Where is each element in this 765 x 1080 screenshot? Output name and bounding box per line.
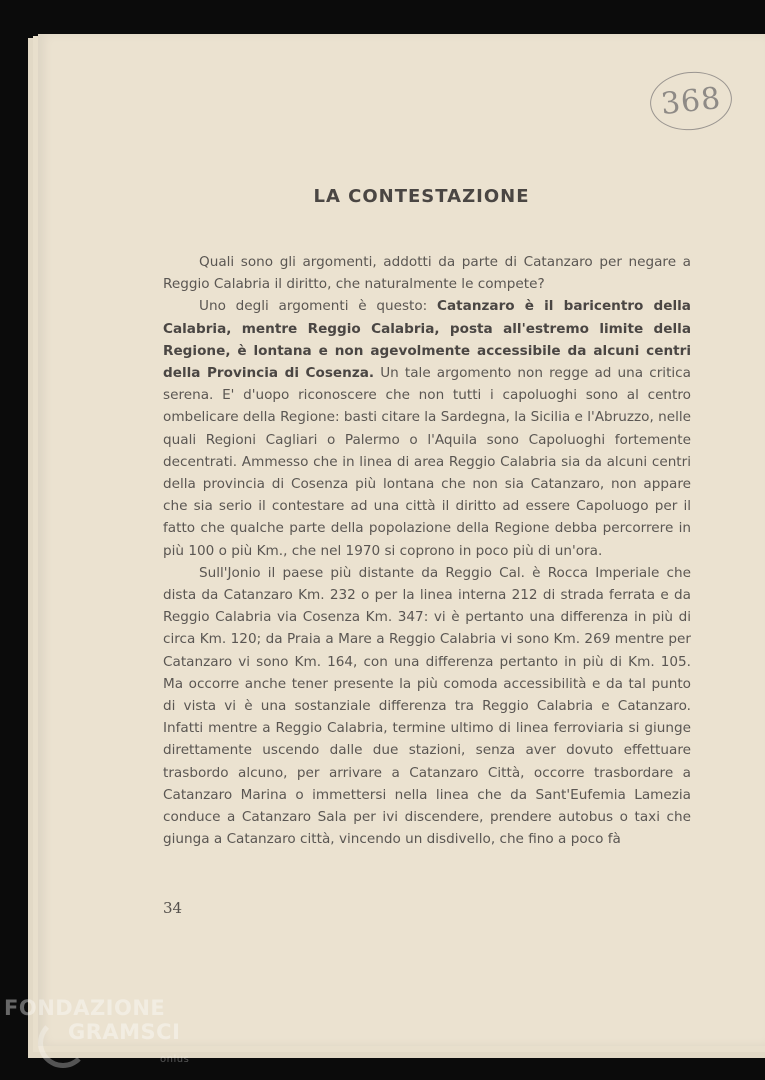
watermark-suffix: onlus <box>160 1054 190 1065</box>
paragraph-2 <box>163 295 691 561</box>
handwritten-folio-number: 368 <box>647 68 735 134</box>
fondazione-gramsci-watermark <box>4 996 190 1065</box>
body-text <box>163 251 691 850</box>
paragraph-1: Quali sono gli argomenti, addotti da parte di Catanzaro per negare a Reggio Calabria il diritto, che naturalmente le compete? <box>163 254 691 293</box>
watermark-line-1: FONDAZIONE <box>4 996 166 1020</box>
watermark-logo-icon <box>38 1018 88 1068</box>
paragraph-3: Sull'Jonio il paese più distante da Reggio Cal. è Rocca Imperiale che dista da Catanzaro Km. 232 o per la linea interna 212 di strada ferrata e da Reggio Calabria via Cosenza Km. 347: vi è pertanto una differenza in più di circa Km. 120; da Praia a Mare a Reggio Calabria vi sono Km. 269 mentre per Catanzaro vi sono Km. 164, con una differenza pertanto in più di Km. 105. Ma occorre anche tener presente la più comoda accessibilità e da tal punto di vista vi è una sostanziale differenza tra Reggio Calabria e Catanzaro. Infatti mentre a Reggio Calabria, termine ultimo di linea ferroviaria si giunge direttamente uscendo dalle due stazioni, senza aver dovuto effettuare trasbordo alcuno, per arrivare a Catanzaro Città, occorre trasbordare a Catanzaro Marina o immettersi nella linea che da Sant'Eufemia Lamezia conduce a Catanzaro Sala per ivi discendere, prendere autobus o taxi che giunga a Catanzaro città, vincendo un disdivello, che fino a poco fà <box>163 564 691 848</box>
page-number: 34 <box>163 899 183 917</box>
paragraph-2-bold: Catanzaro è il baricentro della Calabria, mentre Reggio Calabria, posta all'estremo limite della Regione, è lontana e non agevolmente accessibile da alcuni centri della Provincia di Cosenza. <box>163 298 691 382</box>
page-title: LA CONTESTAZIONE <box>313 186 530 207</box>
watermark-line-2: GRAMSCI <box>68 1020 181 1044</box>
paragraph-2-rest: Un tale argomento non regge ad una critica serena. E' d'uopo riconoscere che non tutti i capoluoghi sono al centro ombelicare della Regione: basti citare la Sardegna, la Sicilia e l'Abruzzo, nelle quali Regioni Cagliari o Palermo o l'Aquila sono Capoluoghi fortemente decentrati. Ammesso che in linea di area Reggio Calabria sia da alcuni centri della provincia di Cosenza più lontana che non sia Catanzaro, non appare che sia serio il contestare ad una città il diritto ad essere Capoluogo per il fatto che qualche parte della popolazione della Regione debba percorrere in più 100 o più Km., che nel 1970 si coprono in poco più di un'ora. <box>163 365 691 559</box>
paragraph-2-lead: Uno degli argomenti è questo: <box>199 298 437 315</box>
